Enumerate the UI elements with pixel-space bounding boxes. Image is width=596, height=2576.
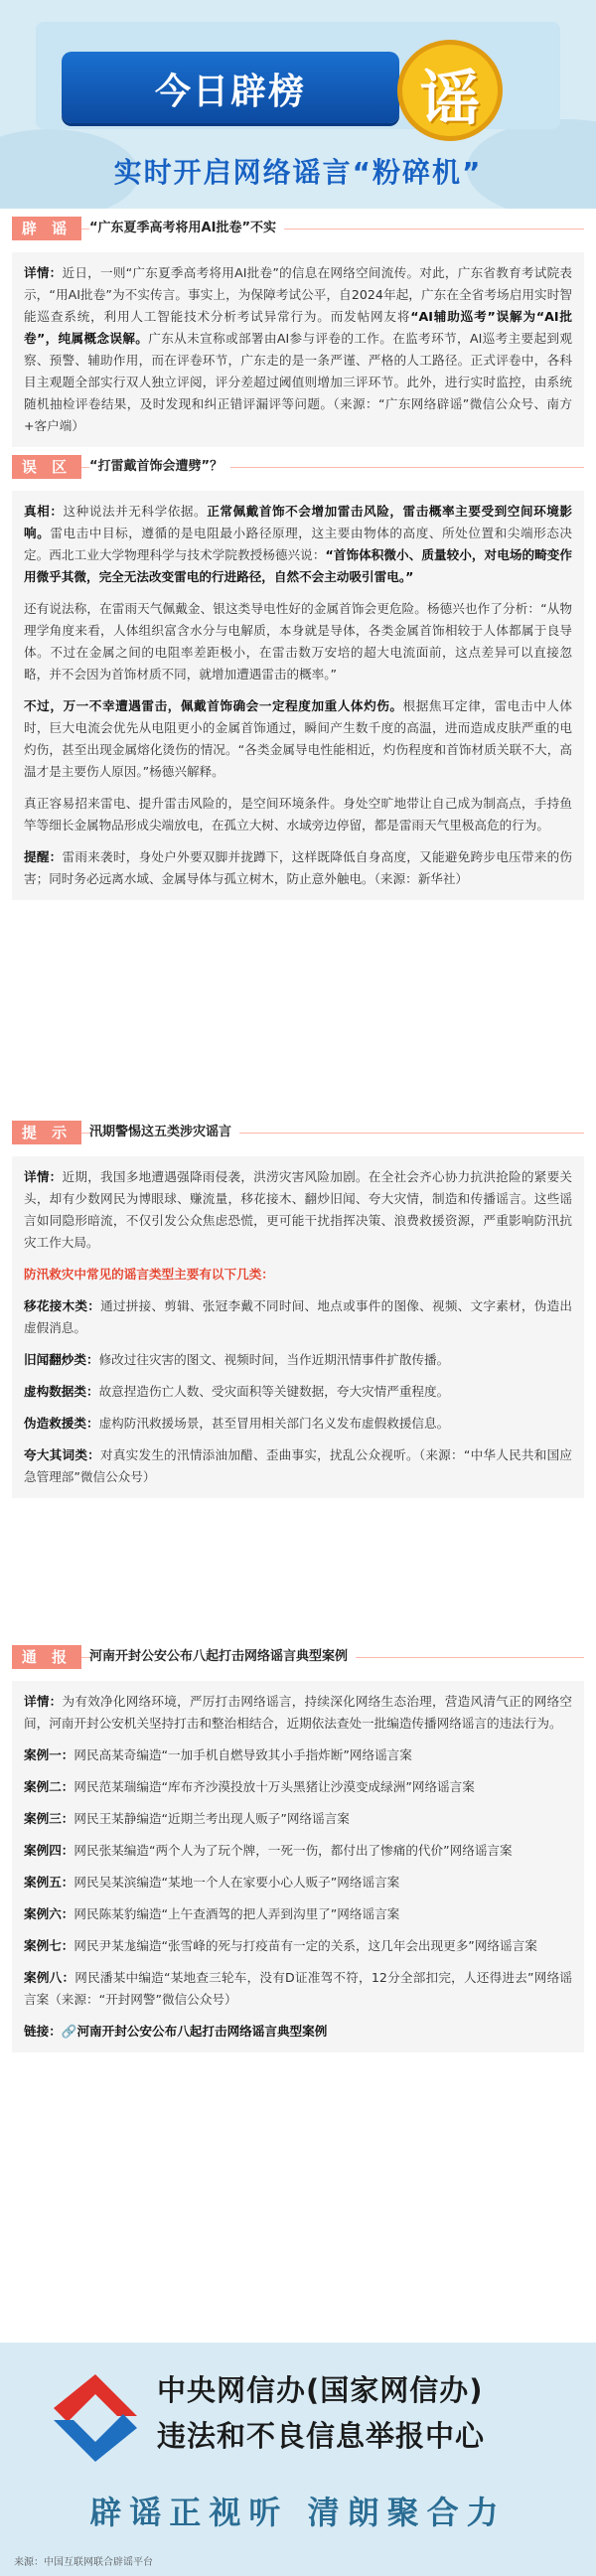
paragraph — [24, 1808, 572, 1830]
body-text: 网民范某瑞编造“库布齐沙漠投放十万头黑猪让沙漠变成绿洲”网络谣言案 — [74, 1779, 475, 1794]
paragraph — [24, 846, 572, 890]
section-title: “打雷戴首饰会遭劈”？ — [89, 453, 230, 481]
emphasis-text: 案例八： — [24, 1970, 75, 1985]
paragraph — [24, 1349, 572, 1371]
footer — [0, 2343, 596, 2576]
paragraph — [24, 1776, 572, 1798]
emphasis-text: 正常佩戴首饰不会增加雷击风险，雷击概率主要受到空间环境影响。 — [24, 504, 572, 540]
body-text: 网民高某奇编造“一加手机自燃导致其小手指炸断”网络谣言案 — [74, 1747, 412, 1762]
body-text: 修改过往灾害的图文、视频时间，当作近期汛情事件扩散传播。 — [98, 1352, 450, 1367]
emphasis-text: 防汛救灾中常见的谣言类型主要有以下几类： — [24, 1267, 274, 1282]
section-title: “广东夏季高考将用AI批卷”不实 — [89, 215, 284, 242]
section-header — [12, 453, 584, 481]
section-header — [12, 1119, 584, 1146]
emphasis-text: 虚构数据类： — [24, 1384, 99, 1399]
emphasis-text: 提醒： — [24, 849, 63, 864]
report-center-logo-icon — [46, 2368, 145, 2468]
body-text: 还有说法称，在雷雨天气佩戴金、银这类导电性好的金属首饰会更危险。杨德兴也作了分析：“从物理学角度来看，人体组织富含水分与电解质，本身就是导体，各类金属首饰相较于人体都属于良导体。不过在金属之间的电阻率差距极小，在雷击数万安培的超大电流面前，这点差异可以直接忽略，并不会因为首饰材质不同，就增加遭遇雷击的概率。” — [24, 601, 572, 682]
emphasis-text: 详情： — [24, 1169, 63, 1184]
footer-source: 来源：中国互联网联合辟谣平台 — [14, 2557, 153, 2568]
paragraph — [24, 793, 572, 836]
paragraph — [24, 1381, 572, 1403]
emphasis-text: 链接： — [24, 2024, 62, 2039]
paragraph — [24, 1967, 572, 2011]
body-text: 故意捏造伤亡人数、受灾面积等关键数据，夸大灾情严重程度。 — [98, 1384, 450, 1399]
body-text: 通过拼接、剪辑、张冠李戴不同时间、地点或事件的图像、视频、文字素材，伪造出虚假消息。 — [24, 1298, 573, 1335]
emphasis-text: 伪造救援类： — [24, 1416, 99, 1431]
paragraph — [24, 1444, 572, 1488]
section-misconception — [12, 453, 584, 900]
section-header — [12, 1643, 584, 1671]
paragraph — [24, 695, 572, 783]
banner-subtitle: 实时开启网络谣言“粉碎机” — [113, 156, 483, 189]
footer-slogan: 辟谣正视听 清朗聚合力 — [89, 2494, 507, 2531]
section-tag: 误 区 — [12, 455, 81, 479]
section-title: 河南开封公安公布八起打击网络谣言典型案例 — [89, 1643, 356, 1671]
emphasis-text: 旧闻翻炒类： — [24, 1352, 99, 1367]
emphasis-text: 🔗河南开封公安公布八起打击网络谣言典型案例 — [61, 2024, 328, 2039]
emphasis-text: “AI辅助巡考”误解为“AI批卷”，纯属概念误解。 — [24, 309, 573, 346]
paragraph — [24, 1744, 572, 1766]
paragraph — [24, 1295, 572, 1339]
section-tag: 通 报 — [12, 1645, 81, 1669]
emphasis-text: 详情： — [24, 265, 63, 280]
paragraph — [24, 2021, 572, 2043]
emphasis-text: 案例二： — [24, 1779, 74, 1794]
paragraph — [24, 1264, 572, 1286]
paragraph — [24, 1903, 572, 1925]
emphasis-text: 案例四： — [24, 1843, 74, 1858]
body-text: 雷电击中目标，遵循的是电阻最小路径原理，这主要由物体的高度、所处位置和尖端形态决定。西北工业大学物理科学与技术学院教授杨德兴说： — [24, 526, 572, 562]
paragraph — [24, 1166, 572, 1254]
section-body — [12, 252, 584, 447]
body-text: 近日，一则“广东夏季高考将用AI批卷”的信息在网络空间流传。对此，广东省教育考试院表示，“用AI批卷”为不实传言。事实上，为保障考试公平，自2024年起，广东在全省考场启用实时智能巡查系统，利用人工智能技术分析考试异常行为。而发帖网友将 — [24, 265, 572, 324]
emphasis-text: 移花接木类： — [24, 1298, 101, 1313]
body-text: 网民王某静编造“近期兰考出现人贩子”网络谣言案 — [74, 1811, 350, 1826]
body-text: 根据焦耳定律，雷电击中人体时，巨大电流会优先从电阻更小的金属首饰通过，瞬间产生数千度的高温，进而造成皮肤严重的电灼伤，甚至出现金属熔化烫伤的情况。“各类金属导电性能相近，灼伤程度和首饰材质关联不大，高温才是主要伤人原因。”杨德兴解释。 — [24, 698, 572, 779]
body-text: 广东从未宣称或部署由AI参与评卷的工作。在监考环节，AI巡考主要起到观察、预警、辅助作用，而在评卷环节，广东走的是一条严谨、严格的人工路径。正式评卷中，各科目主观题全部实行双人独立评阅，评分差超过阈值则增加三评环节。此外，进行实时监控，由系统随机抽检评卷结果，及时发现和纠正错评漏评等问题。（来源：“广东网络辟谣”微信公众号、南方+客户端） — [24, 331, 572, 433]
section-debunk — [12, 215, 584, 447]
paragraph — [24, 501, 572, 588]
section-tag: 辟 谣 — [12, 217, 81, 240]
body-text: 网民尹某尨编造“张雪峰的死与打疫苗有一定的关系，这几年会出现更多”网络谣言案 — [74, 1938, 537, 1953]
paragraph — [24, 1872, 572, 1894]
section-body — [12, 1156, 584, 1498]
section-report — [12, 1643, 584, 2052]
body-text: 真正容易招来雷电、提升雷击风险的，是空间环境条件。身处空旷地带让自己成为制高点，手持鱼竿等细长金属物品形成尖端放电，在孤立大树、水域旁边停留，都是雷雨天气里极高危的行为。 — [24, 796, 572, 833]
emphasis-text: 案例六： — [24, 1906, 74, 1921]
emphasis-text: 案例一： — [24, 1747, 74, 1762]
emphasis-text: 不过，万一不幸遭遇雷击，佩戴首饰确会一定程度加重人体灼伤。 — [24, 698, 403, 713]
paragraph — [24, 1691, 572, 1735]
emphasis-text: “首饰体积微小、质量较小，对电场的畸变作用微乎其微，完全无法改变雷电的行进路径，自然不会主动吸引雷电。” — [24, 547, 573, 584]
emphasis-text: 案例五： — [24, 1875, 74, 1890]
emphasis-text: 夸大其词类： — [24, 1447, 100, 1462]
body-text: 网民张某编造“两个人为了玩个牌，一死一伤，都付出了惨痛的代价”网络谣言案 — [74, 1843, 513, 1858]
section-body — [12, 491, 584, 900]
emphasis-text: 详情： — [24, 1694, 63, 1709]
paragraph — [24, 1935, 572, 1957]
emphasis-text: 真相： — [24, 504, 64, 519]
banner — [0, 0, 596, 209]
body-text: 网民潘某中编造“某地查三轮车，没有D证准驾不符，12分全部扣完，人还得进去”网络谣言案（来源：“开封网警”微信公众号） — [24, 1970, 572, 2007]
emphasis-text: 案例七： — [24, 1938, 74, 1953]
paragraph — [24, 1413, 572, 1435]
paragraph — [24, 598, 572, 685]
body-text: 雷雨来袭时，身处户外要双脚并拢蹲下，这样既降低自身高度，又能避免跨步电压带来的伤害；同时务必远离水域、金属导体与孤立树木，防止意外触电。（来源：新华社） — [24, 849, 573, 886]
rumor-badge — [397, 40, 517, 144]
rumor-badge-char: 谣 — [420, 65, 480, 134]
body-text: 网民陈某豹编造“上午查酒驾的把人弄到沟里了”网络谣言案 — [74, 1906, 400, 1921]
banner-title: 今日辟榜 — [154, 72, 307, 112]
body-text: 虚构防汛救援场景，甚至冒用相关部门名义发布虚假救援信息。 — [98, 1416, 450, 1431]
org-name-line2: 违法和不良信息举报中心 — [157, 2419, 486, 2453]
section-body — [12, 1681, 584, 2052]
banner-title-box — [62, 52, 399, 123]
paragraph — [24, 1840, 572, 1862]
section-notice — [12, 1119, 584, 1498]
paragraph — [24, 262, 572, 437]
body-text: 为有效净化网络环境，严厉打击网络谣言，持续深化网络生态治理，营造风清气正的网络空间，河南开封公安机关坚持打击和整治相结合，近期依法查处一批编造传播网络谣言的违法行为。 — [24, 1694, 573, 1731]
body-text: 这种说法并无科学依据。 — [63, 504, 208, 519]
section-tag: 提 示 — [12, 1121, 81, 1144]
body-text: 近期，我国多地遭遇强降雨侵袭，洪涝灾害风险加剧。在全社会齐心协力抗洪抢险的紧要关头，却有少数网民为博眼球、赚流量，移花接木、翻炒旧闻、夸大灾情，制造和传播谣言。这些谣言如同隐形暗流，不仅引发公众焦虑恐慌，更可能干扰指挥决策、浪费救援资源，严重影响防汛抗灾工作大局。 — [24, 1169, 573, 1250]
body-text: 对真实发生的汛情添油加醋、歪曲事实，扰乱公众视听。（来源：“中华人民共和国应急管理部”微信公众号） — [24, 1447, 572, 1484]
body-text: 网民吴某滨编造“某地一个人在家要小心人贩子”网络谣言案 — [74, 1875, 400, 1890]
emphasis-text: 案例三： — [24, 1811, 74, 1826]
section-title: 汛期警惕这五类涉灾谣言 — [89, 1119, 239, 1146]
section-header — [12, 215, 584, 242]
org-name-line1: 中央网信办(国家网信办) — [157, 2373, 484, 2407]
